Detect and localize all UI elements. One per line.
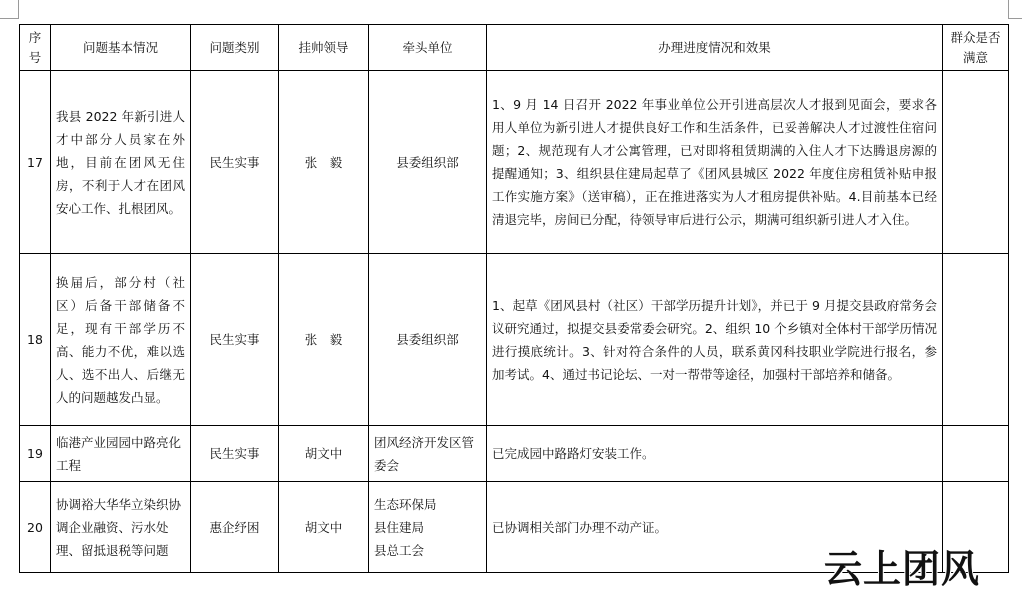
- unit-line: 生态环保局: [374, 496, 437, 512]
- header-satisfied: 群众是否满意: [943, 25, 1009, 71]
- header-issue: 问题基本情况: [51, 25, 191, 71]
- header-leader: 挂帅领导: [279, 25, 369, 71]
- cell-satisfied: [943, 71, 1009, 254]
- cell-satisfied: [943, 254, 1009, 426]
- crop-mark: [1008, 18, 1022, 19]
- unit-line: 县总工会: [374, 542, 425, 558]
- unit-line: 县住建局: [374, 519, 425, 535]
- cell-progress: 1、起草《团风县村（社区）干部学历提升计划》，并已于 9 月提交县政府常务会议研究通过，拟提交县委常委会研究。2、组织 10 个乡镇对全体村干部学历情况进行摸底统计。3、针对符合条件的人员，联系黄冈科技职业学院进行报名，参加考试。4、通过书记论坛、一对一帮带等途径，加强村干部培养和储备。: [487, 254, 943, 426]
- cell-category: 民生实事: [191, 254, 279, 426]
- table-row: [20, 254, 1009, 426]
- crop-mark: [0, 18, 19, 19]
- cell-progress: 已协调相关部门办理不动产证。: [487, 482, 943, 573]
- cell-no: 17: [20, 71, 51, 254]
- cell-category: 民生实事: [191, 426, 279, 482]
- progress-table: [19, 24, 1009, 573]
- cell-category: 惠企纾困: [191, 482, 279, 573]
- cell-issue: 协调裕大华华立染织协调企业融资、污水处理、留抵退税等问题: [51, 482, 191, 573]
- cell-no: 18: [20, 254, 51, 426]
- header-category: 问题类别: [191, 25, 279, 71]
- crop-mark: [1008, 0, 1009, 19]
- cell-no: 20: [20, 482, 51, 573]
- cell-issue: 临港产业园园中路亮化工程: [51, 426, 191, 482]
- cell-leader: 张 毅: [279, 254, 369, 426]
- crop-mark: [18, 0, 19, 19]
- cell-no: 19: [20, 426, 51, 482]
- cell-leader: 胡文中: [279, 482, 369, 573]
- cell-leader: 张 毅: [279, 71, 369, 254]
- table-header-row: [20, 25, 1009, 71]
- header-no: 序号: [20, 25, 51, 71]
- cell-leader: 胡文中: [279, 426, 369, 482]
- header-progress: 办理进度情况和效果: [487, 25, 943, 71]
- cell-progress: 1、9 月 14 日召开 2022 年事业单位公开引进高层次人才报到见面会，要求各用人单位为新引进人才提供良好工作和生活条件，已妥善解决人才过渡性住宿问题；2、规范现有人才公寓管理，已对即将租赁期满的入住人才下达腾退房源的提醒通知；3、组织县住建局起草了《团风县城区 2022 年度住房租赁补贴申报工作实施方案》（送审稿），正在推进落实为人才租房提供补贴。4.目前基本已经清退完毕，房间已分配，待领导审后进行公示，期满可组织新引进人才入住。: [487, 71, 943, 254]
- header-unit: 牵头单位: [369, 25, 487, 71]
- cell-issue: 换届后，部分村（社区）后备干部储备不足，现有干部学历不高、能力不优，难以选人、选不出人、后继无人的问题越发凸显。: [51, 254, 191, 426]
- cell-category: 民生实事: [191, 71, 279, 254]
- cell-satisfied: [943, 426, 1009, 482]
- cell-progress: 已完成园中路路灯安装工作。: [487, 426, 943, 482]
- cell-issue: 我县 2022 年新引进人才中部分人员家在外地，目前在团风无住房，不利于人才在团风安心工作、扎根团风。: [51, 71, 191, 254]
- cell-unit: [369, 482, 487, 573]
- cell-unit: 县委组织部: [369, 254, 487, 426]
- source-watermark: 云上团风: [824, 546, 981, 591]
- table-row: [20, 426, 1009, 482]
- table-row: [20, 71, 1009, 254]
- cell-unit: 县委组织部: [369, 71, 487, 254]
- cell-unit: 团风经济开发区管委会: [369, 426, 487, 482]
